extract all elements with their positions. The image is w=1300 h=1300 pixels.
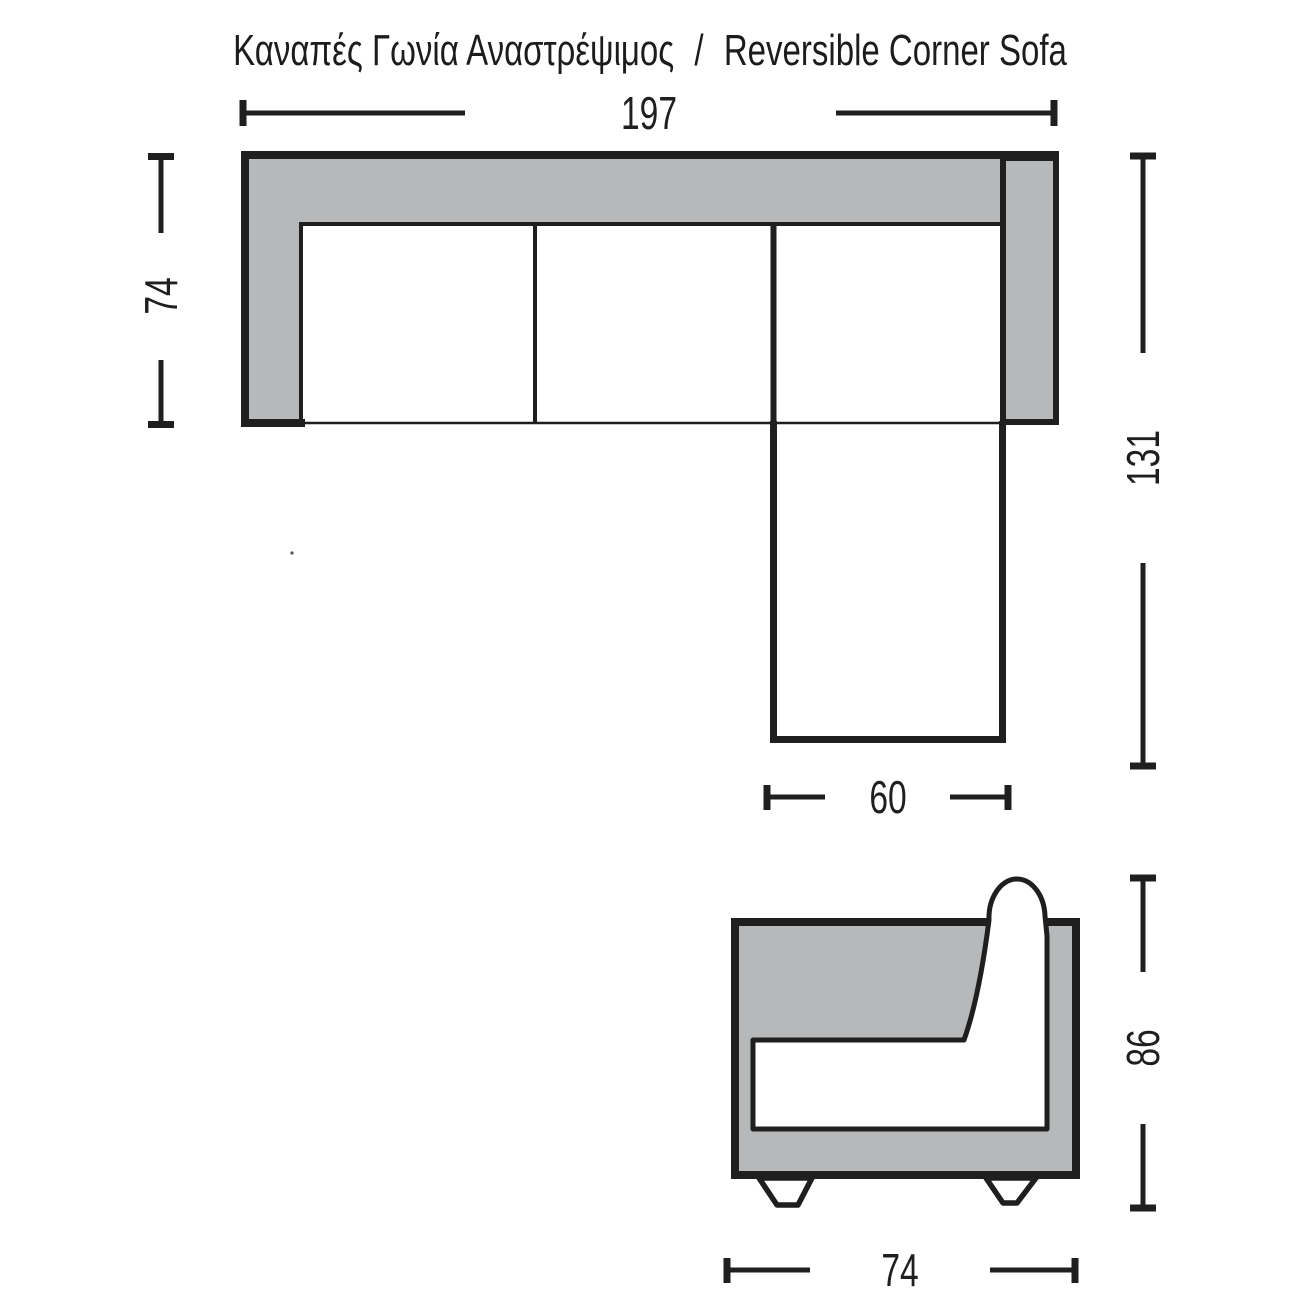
dim-label-base-depth: 74	[881, 1244, 919, 1297]
seat-area	[301, 223, 1003, 423]
chaise-fill	[773, 423, 1002, 740]
right-armrest-panel	[1003, 158, 1056, 422]
rear-foot	[986, 1178, 1036, 1203]
dim-label-chaise-width: 60	[869, 771, 907, 824]
dim-label-body-depth: 74	[135, 277, 188, 315]
dim-label-overall-width: 197	[620, 87, 678, 140]
side-view	[735, 879, 1076, 1205]
front-foot	[759, 1178, 812, 1205]
title-separator: /	[694, 26, 704, 75]
diagram-title	[163, 26, 1138, 76]
dim-label-overall-depth: 131	[1117, 429, 1170, 487]
title-greek: Καναπές Γωνία Αναστρέψιμος	[233, 26, 675, 75]
title-english: Reversible Corner Sofa	[723, 26, 1067, 75]
dim-label-overall-height: 86	[1117, 1029, 1170, 1067]
print-speck	[290, 551, 293, 554]
top-view	[245, 155, 1059, 740]
